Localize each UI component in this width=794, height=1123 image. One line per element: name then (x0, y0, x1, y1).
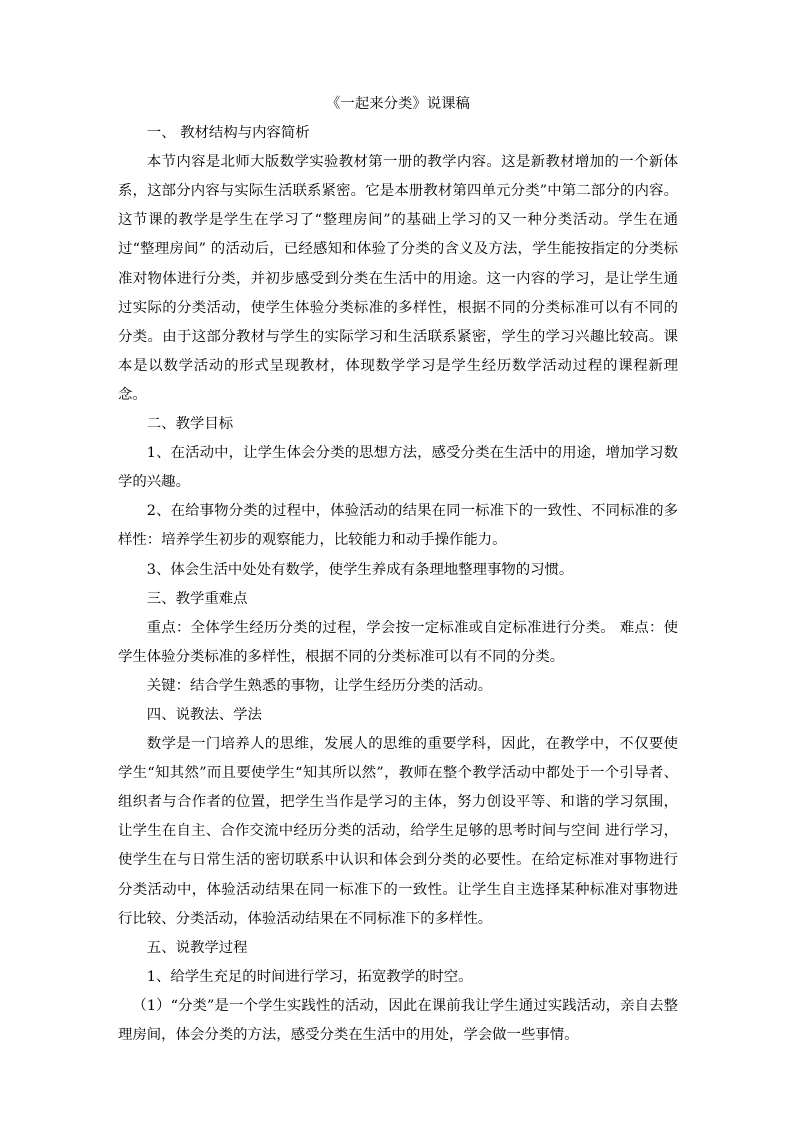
paragraph: 3、体会生活中处处有数学，使学生养成有条理地整理事物的习惯。 (146, 561, 574, 578)
paragraph: 1、给学生充足的时间进行学习，拓宽教学的时空。 (146, 968, 473, 985)
paragraph: 关键：结合学生熟悉的事物，让学生经历分类的活动。 (146, 677, 493, 694)
paragraph: 重点：全体学生经历分类的过程，学会按一定标准或自定标准进行分类。 难点：使学生体验分类标准的多样性，根据不同的分类标准可以有不同的分类。 (118, 619, 678, 665)
section-heading-4: 四、说教法、学法 (146, 706, 262, 723)
paragraph: 2、在给事物分类的过程中，体验活动的结果在同一标准下的一致性、不同标准的多样性：培养学生初步的观察能力，比较能力和动手操作能力。 (118, 503, 678, 549)
section-heading-3: 三、教学重难点 (146, 590, 248, 607)
document-title: 《一起来分类》说课稿 (326, 96, 470, 112)
paragraph: 本节内容是北师大版数学实验教材第一册的教学内容。这是新教材增加的一个新体系，这部分内容与实际生活联系紧密。它是本册教材第四单元分类”中第二部分的内容。这节课的教学是学生在学习了“整理房间”的基础上学习的又一种分类活动。学生在通过“整理房间” 的活动后，已经感知和体验了分类的含义及方法，学生能按指定的分类标准对物体进行分类，并初步感受到分类在生活中的用途。这一内容的学习，是让学生通过实际的分类活动，使学生体验分类标准的多样性，根据不同的分类标准可以有不同的分类。由于这部分教材与学生的实际学习和生活联系紧密，学生的学习兴趣比较高。课本是以数学活动的形式呈现教材，体现数学学习是学生经历数学活动过程的课程新理念。 (118, 154, 678, 403)
section-heading-5: 五、说教学过程 (146, 939, 248, 956)
section-heading-2: 二、教学目标 (146, 416, 234, 433)
paragraph: 1、在活动中，让学生体会分类的思想方法，感受分类在生活中的用途，增加学习数学的兴趣。 (118, 445, 678, 491)
document-body (118, 90, 678, 1050)
section-heading-1: 一、 教材结构与内容简析 (146, 125, 310, 142)
paragraph: （1）“分类”是一个学生实践性的活动，因此在课前我让学生通过实践活动，亲自去整理房间，体会分类的方法，感受分类在生活中的用处，学会做一些事情。 (118, 997, 678, 1043)
paragraph: 数学是一门培养人的思维，发展人的思维的重要学科，因此，在教学中，不仅要使学生“知其然”而且要使学生“知其所以然”，教师在整个教学活动中都处于一个引导者、组织者与合作者的位置，把学生当作是学习的主体，努力创设平等、和谐的学习氛围，让学生在自主、合作交流中经历分类的活动，给学生足够的思考时间与空间 进行学习，使学生在与日常生活的密切联系中认识和体会到分类的必要性。在给定标准对事物进行分类活动中，体验活动结果在同一标准下的一致性。让学生自主选择某种标准对事物进行比较、分类活动，体验活动结果在不同标准下的多样性。 (118, 736, 678, 927)
